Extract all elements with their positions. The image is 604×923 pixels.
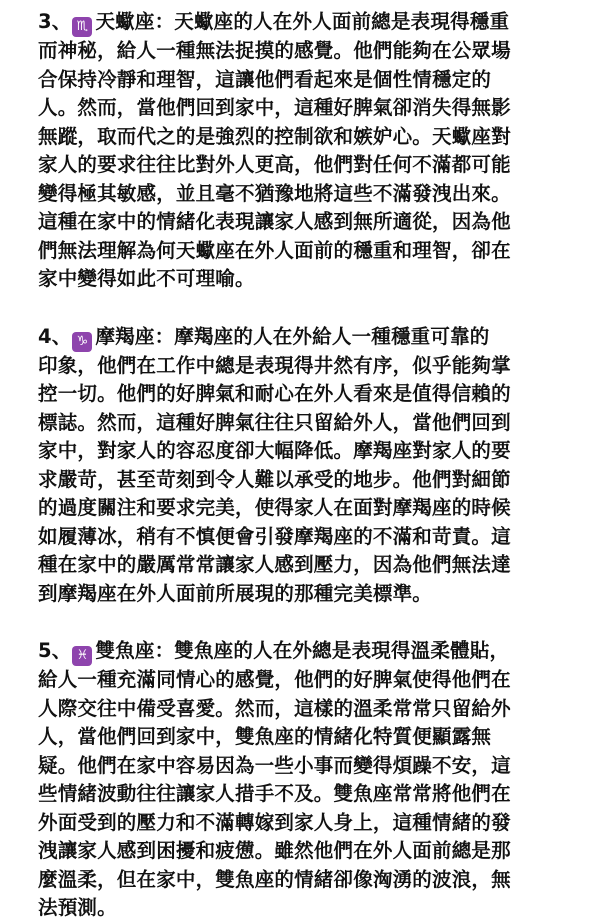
section-number: 3、 xyxy=(38,10,72,33)
paragraph-line: 們無法理解為何天蠍座在外人面前的穩重和理智，卻在 xyxy=(38,238,511,262)
paragraph-line: 疑。他們在家中容易因為一些小事而變得煩躁不安，這 xyxy=(38,753,511,777)
paragraph-line: 這種在家中的情緒化表現讓家人感到無所適從，因為他 xyxy=(38,210,511,233)
section-scorpio xyxy=(38,8,578,294)
paragraph-line: 摩羯座：摩羯座的人在外給人一種穩重可靠的 xyxy=(95,324,490,348)
paragraph-line: 給人一種充滿同情心的感覺，他們的好脾氣使得他們在 xyxy=(38,668,511,691)
paragraph-line: 家中，對家人的容忍度卻大幅降低。摩羯座對家人的要 xyxy=(38,439,511,462)
section-number: 5、 xyxy=(38,639,72,662)
paragraph-line: 天蠍座：天蠍座的人在外人面前總是表現得穩重 xyxy=(95,10,510,33)
paragraph-line: 變得極其敏感，並且毫不猶豫地將這些不滿發洩出來。 xyxy=(38,181,511,205)
paragraph-line: 合保持冷靜和理智，這讓他們看起來是個性情穩定的 xyxy=(38,67,492,91)
section-number: 4、 xyxy=(38,324,72,348)
paragraph-line: 家中變得如此不可理喻。 xyxy=(38,267,255,290)
text-line xyxy=(38,637,578,666)
text-line xyxy=(38,8,578,37)
paragraph-line: 而神秘，給人一種無法捉摸的感覺。他們能夠在公眾場 xyxy=(38,39,511,62)
paragraph-line: 麼溫柔，但在家中，雙魚座的情緒卻像洶湧的波浪，無 xyxy=(38,867,511,891)
scorpio-icon: ♏ xyxy=(72,17,92,37)
paragraph-line: 控一切。他們的好脾氣和耐心在外人看來是值得信賴的 xyxy=(38,382,511,405)
paragraph-line: 雙魚座：雙魚座的人在外總是表現得溫柔體貼， xyxy=(95,639,510,662)
paragraph-line: 洩讓家人感到困擾和疲憊。雖然他們在外人面前總是那 xyxy=(38,839,511,862)
paragraph-line: 外面受到的壓力和不滿轉嫁到家人身上，這種情緒的發 xyxy=(38,810,511,834)
paragraph-line: 法預測。 xyxy=(38,896,117,919)
paragraph-line: 人。然而，當他們回到家中，這種好脾氣卻消失得無影 xyxy=(38,96,511,119)
paragraph-line: 標誌。然而，這種好脾氣往往只留給外人，當他們回到 xyxy=(38,410,511,434)
text-line xyxy=(38,323,578,352)
paragraph-line: 如履薄冰，稍有不慎便會引發摩羯座的不滿和苛責。這 xyxy=(38,524,511,548)
paragraph-line: 求嚴苛，甚至苛刻到令人難以承受的地步。他們對細節 xyxy=(38,467,511,491)
paragraph-line: 些情緒波動往往讓家人措手不及。雙魚座常常將他們在 xyxy=(38,782,511,805)
paragraph-line: 種在家中的嚴厲常常讓家人感到壓力，因為他們無法達 xyxy=(38,553,511,576)
paragraph-line: 到摩羯座在外人面前所展現的那種完美標準。 xyxy=(38,581,433,605)
section-capricorn xyxy=(38,323,578,609)
paragraph-line: 人，當他們回到家中，雙魚座的情緒化特質便顯露無 xyxy=(38,725,492,748)
paragraph-line: 無蹤，取而代之的是強烈的控制欲和嫉妒心。天蠍座對 xyxy=(38,124,511,148)
paragraph-line: 的過度關注和要求完美，使得家人在面對摩羯座的時候 xyxy=(38,496,511,519)
section-pisces xyxy=(38,637,578,923)
pisces-icon: ♓ xyxy=(72,646,92,666)
capricorn-icon: ♑ xyxy=(72,332,92,352)
paragraph-line: 家人的要求往往比對外人更高，他們對任何不滿都可能 xyxy=(38,153,511,176)
paragraph-line: 人際交往中備受喜愛。然而，這樣的溫柔常常只留給外 xyxy=(38,696,511,720)
paragraph-line: 印象，他們在工作中總是表現得井然有序，似乎能夠掌 xyxy=(38,353,511,377)
